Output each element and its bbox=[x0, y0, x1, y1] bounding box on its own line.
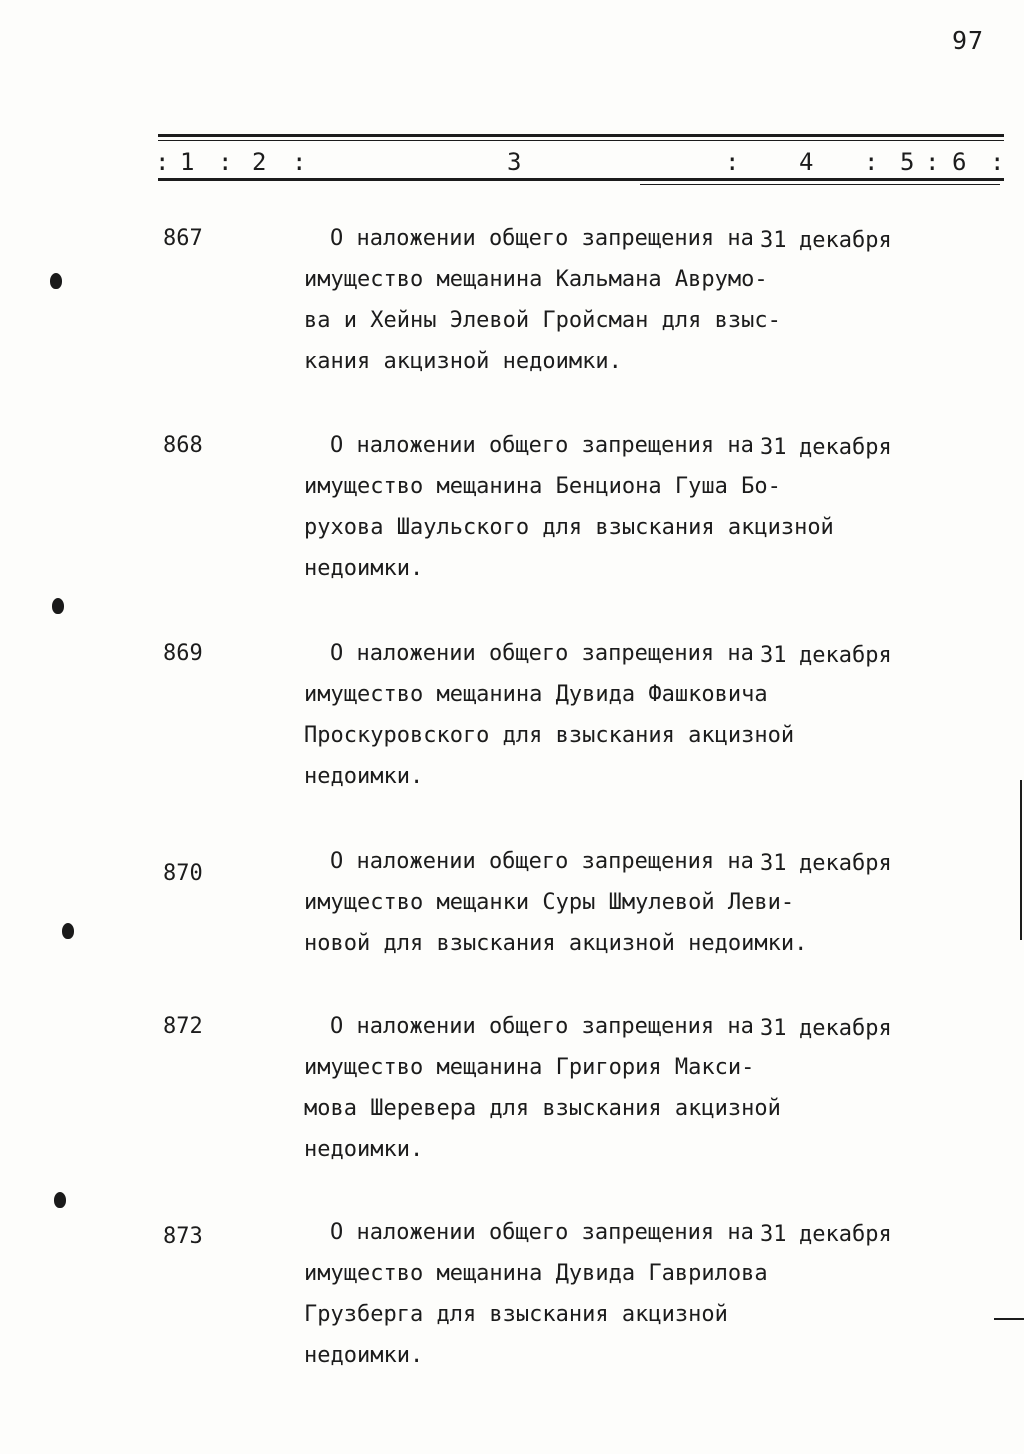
edge-line bbox=[994, 1318, 1024, 1320]
description-line: мова Шеревера для взыскания акцизной bbox=[304, 1096, 781, 1121]
entry-number: 873 bbox=[163, 1224, 203, 1249]
entry-day: 31 bbox=[760, 435, 787, 460]
edge-line bbox=[1020, 780, 1022, 940]
description-line: кания акцизной недоимки. bbox=[304, 349, 622, 374]
description-line: ва и Хейны Элевой Гройсман для взыс- bbox=[304, 308, 781, 333]
header-column-2: 2 bbox=[252, 148, 267, 176]
description-line: О наложении общего запрещения на bbox=[330, 849, 754, 874]
header-rule-top bbox=[158, 134, 1004, 137]
entry-month: декабря bbox=[799, 1016, 892, 1041]
entry-number: 872 bbox=[163, 1014, 203, 1039]
entry-day: 31 bbox=[760, 643, 787, 668]
header-separator: : bbox=[864, 148, 879, 176]
description-line: имущество мещанина Бенциона Гуша Бо- bbox=[304, 474, 781, 499]
description-line: недоимки. bbox=[304, 764, 424, 789]
description-line: недоимки. bbox=[304, 1137, 424, 1162]
entry-description bbox=[304, 218, 824, 382]
entry-description bbox=[304, 841, 824, 964]
entry-day: 31 bbox=[760, 1222, 787, 1247]
entry-number: 869 bbox=[163, 641, 203, 666]
description-line: имущество мещанки Суры Шмулевой Леви- bbox=[304, 890, 795, 915]
entry-number: 870 bbox=[163, 861, 203, 886]
binding-hole-mark bbox=[52, 598, 64, 614]
binding-hole-mark bbox=[62, 923, 74, 939]
description-line: имущество мещанина Дувида Фашковича bbox=[304, 682, 768, 707]
entry-number: 867 bbox=[163, 226, 203, 251]
description-line: имущество мещанина Дувида Гаврилова bbox=[304, 1261, 768, 1286]
header-rule-top-thin bbox=[158, 140, 1004, 141]
entry-day: 31 bbox=[760, 1016, 787, 1041]
entry-description bbox=[304, 1212, 824, 1376]
entry-day: 31 bbox=[760, 851, 787, 876]
header-separator: : bbox=[925, 148, 940, 176]
description-line: рухова Шаульского для взыскания акцизной bbox=[304, 515, 834, 540]
header-separator: : bbox=[155, 148, 170, 176]
entry-month: декабря bbox=[799, 435, 892, 460]
header-rule-bottom bbox=[158, 178, 1004, 181]
description-line: имущество мещанина Григория Макси- bbox=[304, 1055, 755, 1080]
description-line: О наложении общего запрещения на bbox=[330, 1014, 754, 1039]
header-separator: : bbox=[990, 148, 1005, 176]
header-rule-bottom-thin bbox=[640, 184, 1000, 185]
header-column-1: 1 bbox=[180, 148, 195, 176]
description-line: О наложении общего запрещения на bbox=[330, 433, 754, 458]
description-line: новой для взыскания акцизной недоимки. bbox=[304, 931, 808, 956]
header-column-6: 6 bbox=[952, 148, 967, 176]
description-line: О наложении общего запрещения на bbox=[330, 1220, 754, 1245]
binding-hole-mark bbox=[50, 273, 62, 289]
page-number: 97 bbox=[952, 26, 985, 55]
entry-number: 868 bbox=[163, 433, 203, 458]
description-line: Грузберга для взыскания акцизной bbox=[304, 1302, 728, 1327]
binding-hole-mark bbox=[54, 1192, 66, 1208]
entry-month: декабря bbox=[799, 643, 892, 668]
entry-description bbox=[304, 633, 824, 797]
description-line: Проскуровского для взыскания акцизной bbox=[304, 723, 795, 748]
description-line: О наложении общего запрещения на bbox=[330, 226, 754, 251]
header-separator: : bbox=[292, 148, 307, 176]
entry-description bbox=[304, 1006, 824, 1170]
entry-description bbox=[304, 425, 834, 589]
header-column-4: 4 bbox=[799, 148, 814, 176]
entry-month: декабря bbox=[799, 851, 892, 876]
description-line: имущество мещанина Кальмана Аврумо- bbox=[304, 267, 768, 292]
entry-day: 31 bbox=[760, 228, 787, 253]
description-line: О наложении общего запрещения на bbox=[330, 641, 754, 666]
header-separator: : bbox=[218, 148, 233, 176]
header-column-5: 5 bbox=[900, 148, 915, 176]
header-column-3: 3 bbox=[507, 148, 522, 176]
description-line: недоимки. bbox=[304, 1343, 424, 1368]
entry-month: декабря bbox=[799, 228, 892, 253]
description-line: недоимки. bbox=[304, 556, 424, 581]
header-separator: : bbox=[725, 148, 740, 176]
entry-month: декабря bbox=[799, 1222, 892, 1247]
